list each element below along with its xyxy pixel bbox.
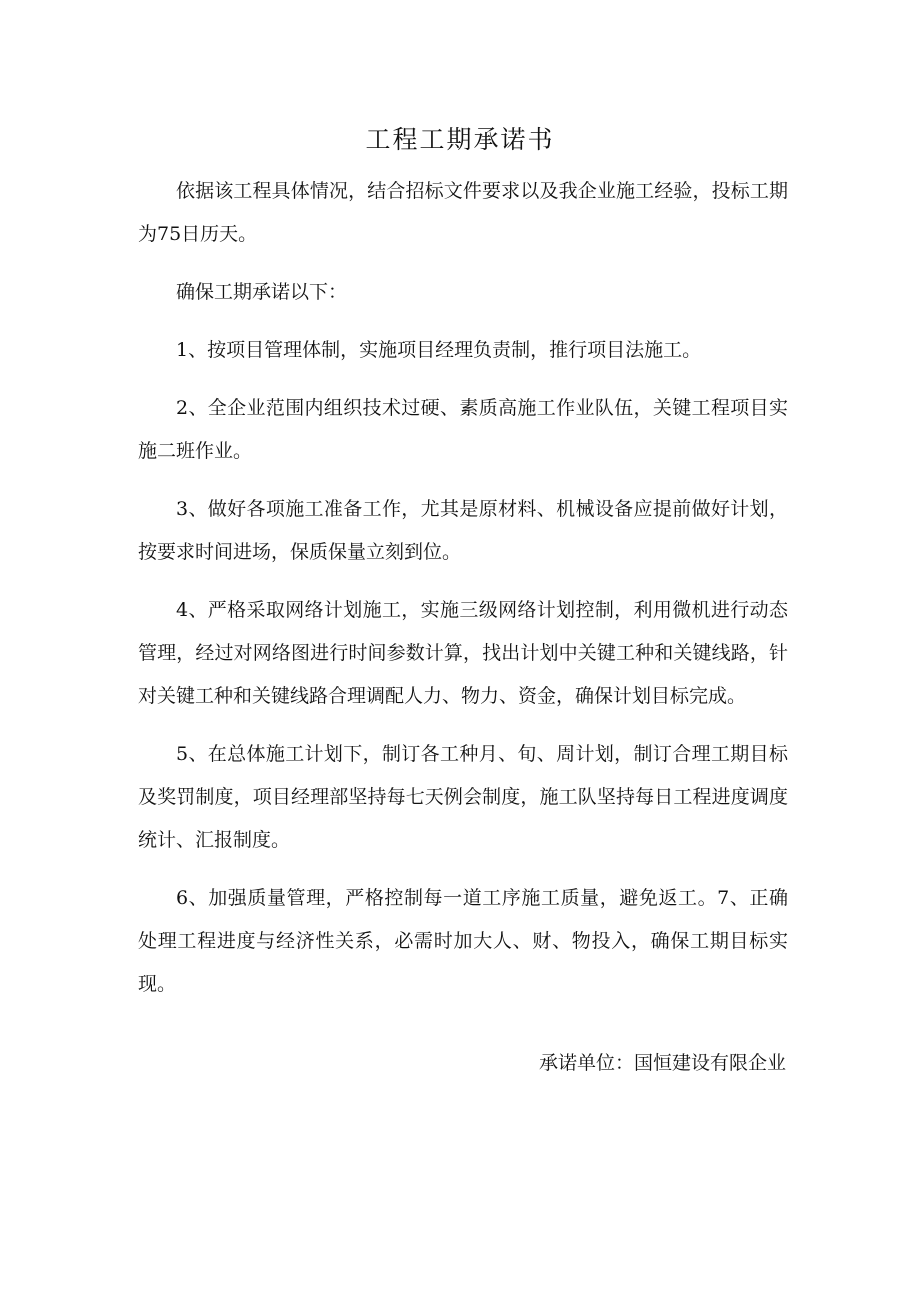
document-body (138, 170, 788, 1021)
document-title: 工程工期承诺书 (365, 125, 555, 154)
paragraph-intro: 依据该工程具体情况，结合招标文件要求以及我企业施工经验，投标工期为75日历天。 (138, 180, 788, 245)
paragraph-item-4: 4、严格采取网络计划施工，实施三级网络计划控制，利用微机进行动态管理，经过对网络图进行时间参数计算，找出计划中关键工种和关键线路，针对关键工种和关键线路合理调配人力、物力、资金，确保计划目标完成。 (138, 599, 788, 707)
paragraph-item-3: 3、做好各项施工准备工作，尤其是原材料、机械设备应提前做好计划，按要求时间进场，保质保量立刻到位。 (138, 498, 788, 563)
paragraph-item-6-7: 6、加强质量管理，严格控制每一道工序施工质量，避免返工。7、正确处理工程进度与经济性关系，必需时加大人、财、物投入，确保工期目标实现。 (138, 887, 788, 995)
paragraph-item-1: 1、按项目管理体制，实施项目经理负责制，推行项目法施工。 (176, 339, 702, 361)
paragraph-item-5: 5、在总体施工计划下，制订各工种月、旬、周计划，制订合理工期目标及奖罚制度，项目经理部坚持每七天例会制度，施工队坚持每日工程进度调度统计、汇报制度。 (138, 743, 788, 851)
paragraph-commitment-heading: 确保工期承诺以下： (176, 281, 348, 303)
signature-line: 承诺单位：国恒建设有限企业 (538, 1052, 786, 1074)
paragraph-item-2: 2、全企业范围内组织技术过硬、素质高施工作业队伍，关键工程项目实施二班作业。 (138, 397, 788, 462)
